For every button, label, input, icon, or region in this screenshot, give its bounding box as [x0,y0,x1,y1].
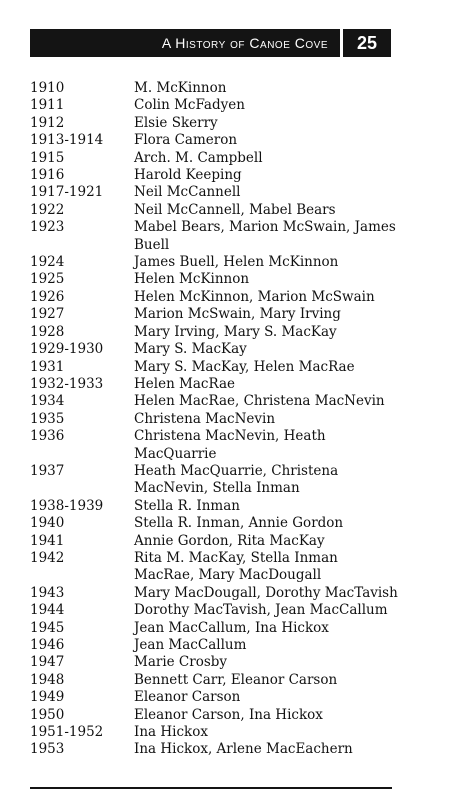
list-item [30,271,400,288]
entry-names: Dorothy MacTavish, Jean MacCallum [134,602,388,619]
list-item [30,219,400,254]
list-item [30,393,400,410]
list-item [30,202,400,219]
entry-names: Rita M. MacKay, Stella Inman MacRae, Mary MacDougall [134,549,338,584]
list-item [30,463,400,498]
entry-names: Mary S. MacKay, Helen MacRae [134,358,355,375]
entry-names: Mary Irving, Mary S. MacKay [134,323,337,340]
entry-year: 1941 [30,532,65,549]
list-item [30,654,400,671]
list-item [30,80,400,97]
entry-names: Stella R. Inman [134,497,240,514]
entry-names: Mary S. MacKay [134,341,247,358]
list-item [30,306,400,323]
entry-year: 1913-1914 [30,132,104,149]
entry-names: Mary MacDougall, Dorothy MacTavish [134,584,398,601]
entry-year: 1945 [30,619,65,636]
entry-year: 1925 [30,271,65,288]
entry-year: 1942 [30,549,65,566]
entry-names: Neil McCannell [134,184,241,201]
list-item [30,115,400,132]
entry-names: Annie Gordon, Rita MacKay [134,532,325,549]
entry-year: 1949 [30,689,65,706]
entry-year: 1943 [30,584,65,601]
entry-year: 1917-1921 [30,184,104,201]
list-item [30,672,400,689]
entry-names: Jean MacCallum [134,637,247,653]
list-item [30,254,400,271]
entry-names: Helen McKinnon [134,271,250,288]
teacher-list [30,80,400,759]
entry-names: Harold Keeping [134,167,242,184]
entry-year: 1946 [30,637,65,653]
entry-names: Heath MacQuarrie, Christena MacNevin, Stella Inman [134,462,339,497]
entry-year: 1953 [30,741,65,758]
entry-names: M. McKinnon [134,80,227,96]
entry-year: 1922 [30,201,65,218]
entry-names: Arch. M. Campbell [134,149,263,166]
entry-names: Helen MacRae, Christena MacNevin [134,393,385,410]
list-item [30,585,400,602]
entry-year: 1951-1952 [30,724,104,741]
entry-year: 1928 [30,323,65,340]
entry-names: Neil McCannell, Mabel Bears [134,201,336,218]
list-item [30,724,400,741]
entry-names: Colin McFadyen [134,97,245,114]
list-item [30,620,400,637]
entry-names: Mabel Bears, Marion McSwain, James Buell [134,219,396,253]
list-item [30,550,400,585]
book-title: A History of Canoe Cove [161,35,328,51]
list-item [30,184,400,201]
list-item [30,376,400,393]
entry-year: 1938-1939 [30,497,104,514]
entry-year: 1915 [30,149,65,166]
entry-year: 1916 [30,167,65,184]
entry-year: 1924 [30,254,65,271]
page-number: 25 [356,32,378,53]
entry-names: Eleanor Carson, Ina Hickox [134,706,323,723]
entry-year: 1932-1933 [30,375,104,392]
list-item [30,324,400,341]
entry-year: 1910 [30,80,65,96]
running-header [30,29,340,57]
list-item [30,637,400,654]
list-item [30,132,400,149]
entry-names: Ina Hickox, Arlene MacEachern [134,741,353,758]
entry-names: Ina Hickox [134,724,208,741]
entry-names: Elsie Skerry [134,114,218,131]
entry-names: Christena MacNevin, Heath MacQuarrie [134,428,326,462]
entry-year: 1936 [30,428,65,445]
entry-year: 1931 [30,358,65,375]
list-item [30,289,400,306]
entry-names: Eleanor Carson [134,689,241,706]
entry-year: 1935 [30,410,65,427]
entry-names: Flora Cameron [134,132,238,149]
footer-rule [30,787,392,789]
list-item [30,498,400,515]
list-item [30,428,400,463]
entry-names: Marion McSwain, Mary Irving [134,306,341,323]
entry-year: 1926 [30,288,65,305]
list-item [30,533,400,550]
entry-names: Helen McKinnon, Marion McSwain [134,288,375,305]
list-item [30,411,400,428]
entry-names: Bennett Carr, Eleanor Carson [134,671,338,688]
entry-year: 1950 [30,706,65,723]
entry-names: Jean MacCallum, Ina Hickox [134,619,329,636]
entry-names: James Buell, Helen McKinnon [134,254,339,271]
entry-year: 1929-1930 [30,341,104,358]
entry-year: 1923 [30,219,65,236]
list-item [30,602,400,619]
entry-year: 1948 [30,671,65,688]
entry-year: 1944 [30,602,65,619]
list-item [30,167,400,184]
list-item [30,341,400,358]
list-item [30,689,400,706]
entry-names: Christena MacNevin [134,410,276,427]
entry-year: 1947 [30,654,65,671]
entry-year: 1927 [30,306,65,323]
entry-year: 1937 [30,462,65,479]
entry-names: Marie Crosby [134,654,228,671]
list-item [30,515,400,532]
list-item [30,97,400,114]
entry-year: 1940 [30,515,65,532]
page-number-badge [343,29,391,57]
list-item [30,359,400,376]
list-item [30,741,400,758]
entry-year: 1934 [30,393,65,410]
entry-year: 1912 [30,114,65,131]
entry-names: Helen MacRae [134,375,235,392]
entry-year: 1911 [30,97,65,114]
list-item [30,150,400,167]
entry-names: Stella R. Inman, Annie Gordon [134,515,344,532]
list-item [30,707,400,724]
